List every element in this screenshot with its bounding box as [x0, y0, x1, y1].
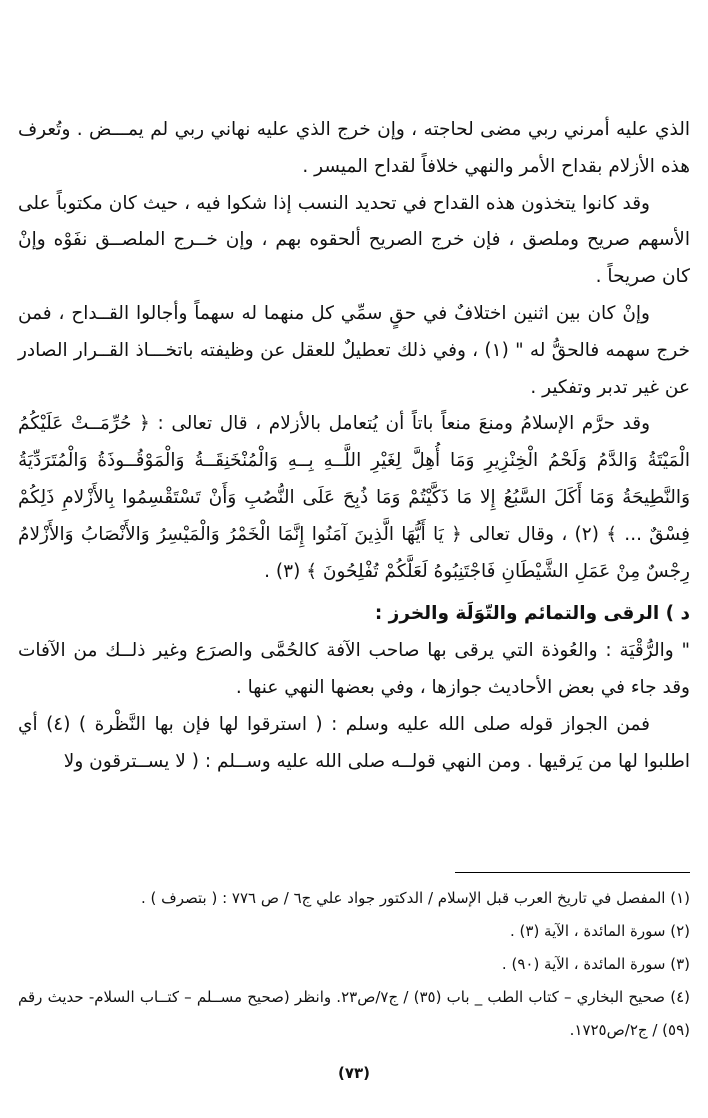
- footnote-3: (٣) سورة المائدة ، الآية (٩٠) .: [501, 955, 690, 973]
- paragraph-6: فمن الجواز قوله صلى الله عليه وسلم : ( استرقوا لها فإن بها النَّظْرة ) (٤) أي اطلبوا لها من يَرقيها . ومن النهي قولــه صلى الله عليه وســلم : ( لا يســترقون ولا: [18, 713, 690, 772]
- paragraph-1: الذي عليه أمرني ربي مضى لحاجته ، وإن خرج الذي عليه نهاني ربي لم يمـــض . وتُعرف هذه الأزلام بقداح الأمر والنهي خلافاً لقداح الميسر .: [18, 119, 690, 177]
- footnotes: [18, 882, 690, 1047]
- footnote-4: (٤) صحيح البخاري – كتاب الطب _ باب (٣٥) / ج٧/ص٢٣. وانظر (صحيح مســلم – كتــاب السلام- حديث رقم (٥٩) / ج٢/ص١٧٢٥.: [18, 988, 690, 1039]
- footnote-1: (١) المفصل في تاريخ العرب قبل الإسلام / الدكتور جواد علي ج٦ / ص ٧٧٦ : ( بتصرف ) .: [141, 889, 690, 907]
- paragraph-2: وقد كانوا يتخذون هذه القداح في تحديد النسب إذا شكوا فيه ، حيث كان مكتوباً على الأسهم صريح وملصق ، فإن خرج الصريح ألحقوه بهم ، وإن خــرج الملصــق نفَوْه وإنْ كان صريحاً .: [18, 192, 690, 288]
- section-heading: د ) الرقى والتمائم والتّوَلَة والخرز :: [374, 603, 690, 625]
- paragraph-5: " والرُّقْيَة : والعُوذة التي يرقى بها صاحب الآفة كالحُمَّى والصرَع وغير ذلــك من الآفات وقد جاء في بعض الأحاديث جوازها ، وفي بعضها النهي عنها .: [18, 640, 690, 698]
- main-text: [18, 112, 690, 780]
- page-number: (٧٣): [337, 1064, 371, 1082]
- paragraph-4-quran: وقد حرَّم الإسلامُ ومنعَ منعاً باتاً أن يُتعامل بالأزلام ، قال تعالى : ﴿ حُرِّمَــتْ عَلَيْكُمُ الْمَيْتَةُ وَالدَّمُ وَلَحْمُ الْخِنْزِيرِ وَمَا أُهِلَّ لِغَيْرِ اللَّــهِ بِــهِ وَالْمُنْخَنِقَــةُ وَالْمَوْقُــوذَةُ وَالْمُتَرَدِّيَةُ وَالنَّطِيحَةُ وَمَا أَكَلَ السَّبُعُ إِلا مَا ذَكَّيْتُمْ وَمَا ذُبِحَ عَلَى النُّصُبِ وَأَنْ تَسْتَقْسِمُوا بِالأَزْلامِ ذَلِكُمْ فِسْقٌ ... ﴾ (٢) ، وقال تعالى ﴿ يَا أَيُّهَا الَّذِينَ آمَنُوا إِنَّمَا الْخَمْرُ وَالْمَيْسِرُ وَالأَنْصَابُ وَالأَزْلامُ رِجْسٌ مِنْ عَمَلِ الشَّيْطَانِ فَاجْتَنِبُوهُ لَعَلَّكُمْ تُفْلِحُونَ ﴾ (٣) .: [18, 413, 690, 582]
- paragraph-3: وإنْ كان بين اثنين اختلافٌ في حقٍ سمِّي كل منهما له سهماً وأجالوا القــداح ، فمن خرج سهمه فالحقُّ له " (١) ، وفي ذلك تعطيلٌ للعقل عن وظيفته باتخـــاذ القــرار الصادر عن غير تدبر وتفكير .: [18, 302, 690, 398]
- footnote-2: (٢) سورة المائدة ، الآية (٣) .: [509, 922, 690, 940]
- footnote-divider: [455, 872, 690, 873]
